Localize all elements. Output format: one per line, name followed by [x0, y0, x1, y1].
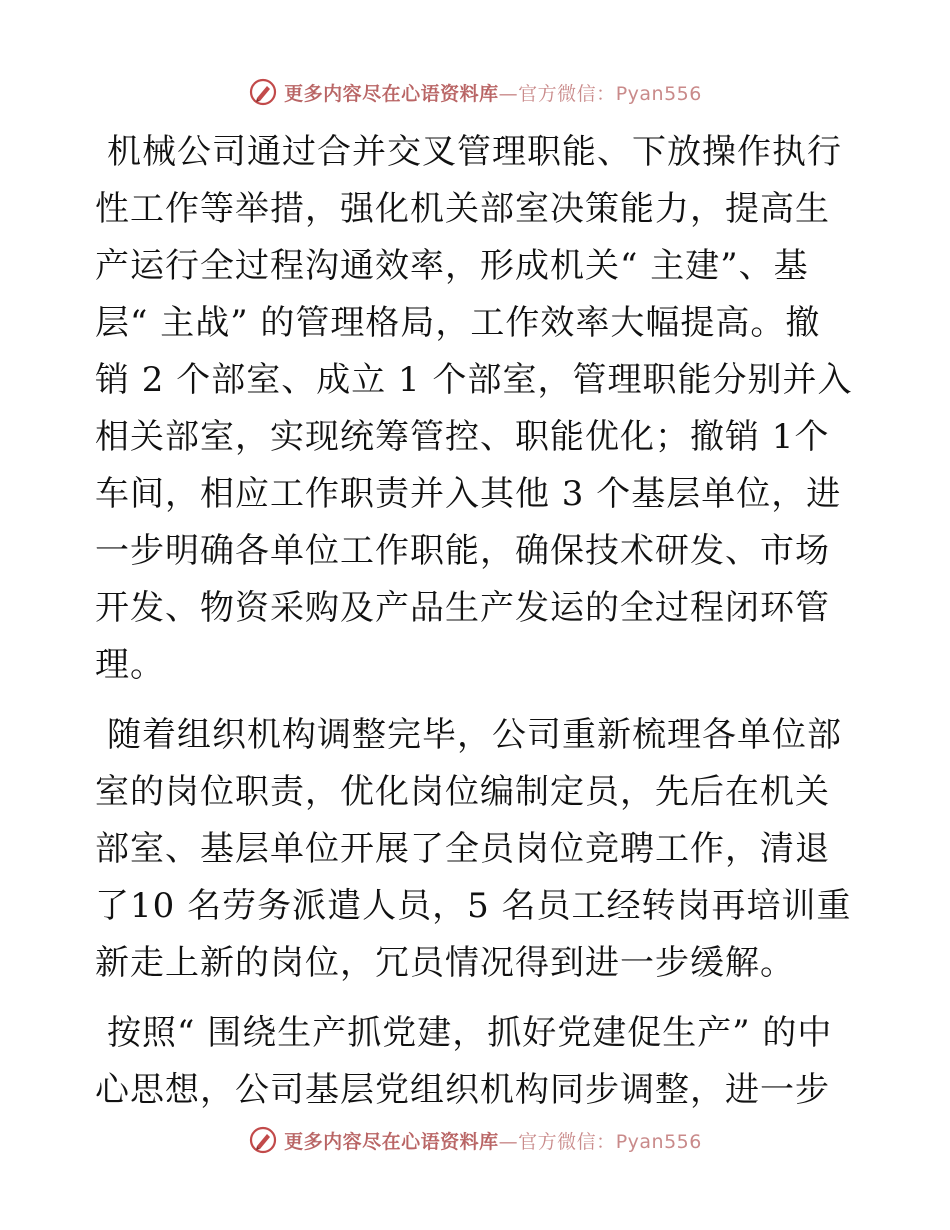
- watermark-text: 更多内容尽在心语资料库—官方微信：Pyan556: [284, 1130, 702, 1153]
- footer-watermark: [0, 1120, 950, 1160]
- body-text: [95, 124, 855, 1132]
- header-watermark: [0, 72, 950, 112]
- paragraph: 机械公司通过合并交叉管理职能、下放操作执行性工作等举措，强化机关部室决策能力，提高生产运行全过程沟通效率，形成机关“ 主建”、基层“ 主战” 的管理格局，工作效率大幅提高。撤销 2 个部室、成立 1 个部室，管理职能分别并入相关部室，实现统筹管控、职能优化；撤销 1个车间，相应工作职责并入其他 3 个基层单位，进一步明确各单位工作职能，确保技术研发、市场开发、物资采购及产品生产发运的全过程闭环管理。: [95, 132, 853, 685]
- pen-logo-icon: [248, 77, 278, 107]
- watermark-text: 更多内容尽在心语资料库—官方微信：Pyan556: [284, 82, 702, 105]
- paragraph: 随着组织机构调整完毕，公司重新梳理各单位部室的岗位职责，优化岗位编制定员，先后在机关部室、基层单位开展了全员岗位竞聘工作，清退了10 名劳务派遣人员，5 名员工经转岗再培训重新走上新的岗位，冗员情况得到进一步缓解。: [95, 715, 852, 983]
- paragraph: 按照“ 围绕生产抓党建，抓好党建促生产” 的中心思想，公司基层党组织机构同步调整，进一步: [95, 1013, 833, 1110]
- pen-logo-icon: [248, 1125, 278, 1155]
